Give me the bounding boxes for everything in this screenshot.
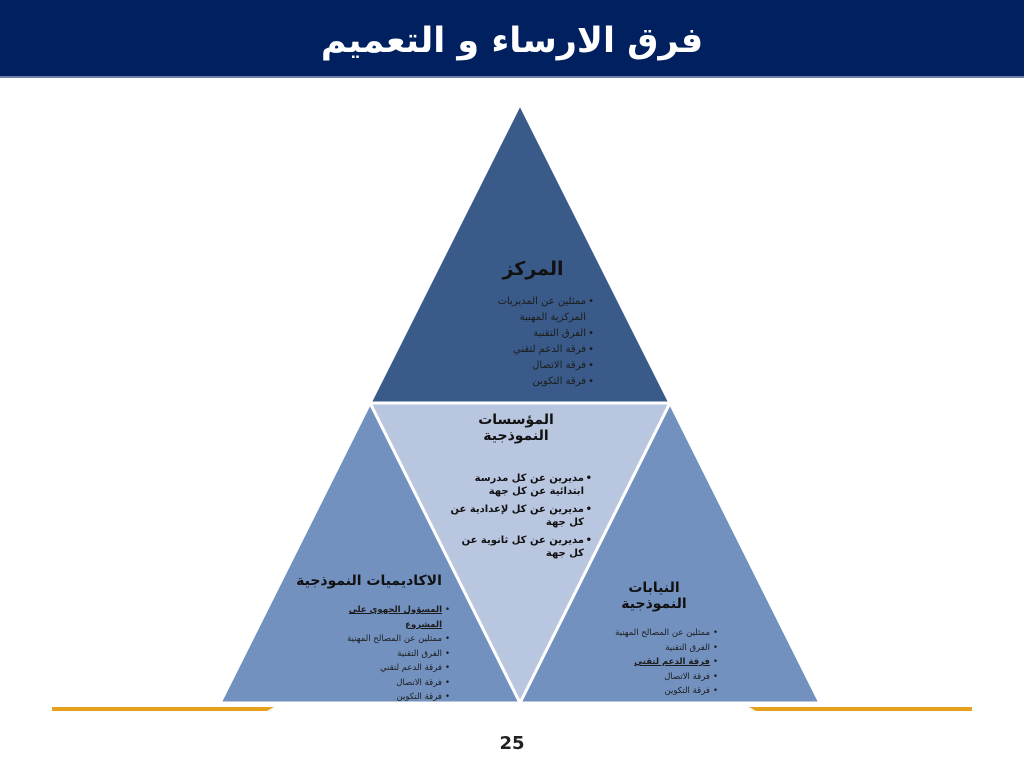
- list-item: • فرقة الاتصال: [598, 670, 710, 685]
- right-triangle-heading: النيابات النموذجية: [621, 580, 687, 612]
- right-triangle-list: [598, 626, 710, 699]
- top-triangle-heading: المركز: [502, 258, 564, 280]
- right-triangle-text: [598, 580, 710, 699]
- left-triangle-heading: الاكاديميات النموذجية: [296, 573, 442, 589]
- list-item: • فرقة التكوين: [322, 690, 442, 705]
- list-item: • الفرق التقنية: [598, 641, 710, 656]
- slide-title: فرق الارساء و التعميم: [320, 21, 704, 61]
- top-triangle-text: [480, 258, 586, 390]
- list-item: • الفرق التقنية: [322, 647, 442, 662]
- list-item: • مديرين عن كل لإعدادية عن كل جهة: [448, 503, 584, 529]
- left-triangle-list: [322, 603, 442, 705]
- list-item: • ممثلين عن المصالح المهنية: [598, 626, 710, 641]
- page-number: 25: [499, 733, 525, 754]
- list-item: • الفرق التقنية: [480, 326, 586, 342]
- middle-triangle-text: [448, 412, 584, 565]
- accent-line-left: [52, 707, 274, 711]
- list-item: • مديرين عن كل ثانوية عن كل جهة: [448, 534, 584, 560]
- list-item: • فرقة الاتصال: [480, 358, 586, 374]
- list-item: • مديرين عن كل مدرسة ابتدائية عن كل جهة: [448, 472, 584, 498]
- list-item: • فرقة التكوين: [598, 684, 710, 699]
- list-item: • فرقة الدعم لتقني: [480, 342, 586, 358]
- middle-triangle-list: [448, 472, 584, 560]
- list-item: [598, 655, 710, 670]
- middle-triangle-heading: المؤسسات النموذجية: [478, 412, 554, 444]
- list-item: • ممثلين عن المديريات المركزية المهنية: [480, 294, 586, 326]
- accent-line-right: [749, 707, 972, 711]
- left-triangle-text: [296, 573, 442, 705]
- list-item-text: فرقة الدعم لتقني: [634, 657, 710, 667]
- list-item: • فرقة الدعم لتقني: [322, 661, 442, 676]
- list-item: • ممثلين عن المصالح المهنية: [322, 632, 442, 647]
- list-item: • فرقة التكوين: [480, 374, 586, 390]
- top-triangle-list: [480, 294, 586, 390]
- list-item: • فرقة الاتصال: [322, 676, 442, 691]
- list-item: [322, 603, 442, 632]
- list-item-text: المسؤول الجهوي على المشروع: [348, 605, 442, 630]
